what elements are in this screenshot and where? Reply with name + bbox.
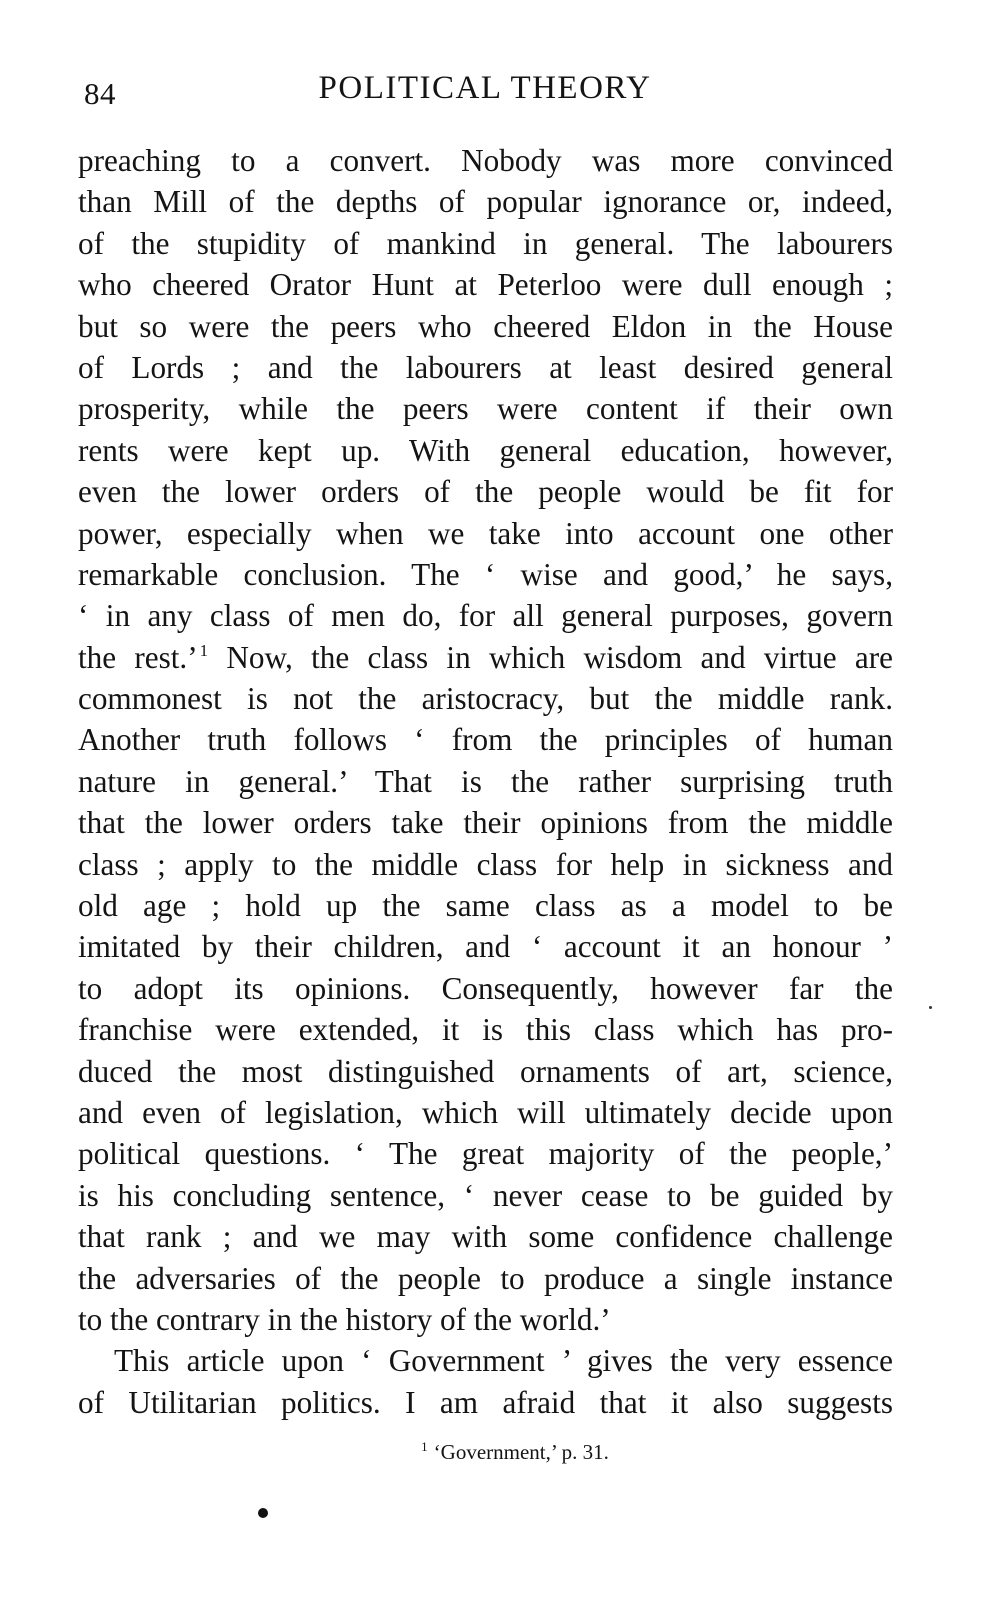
text-line: is his concluding sentence, ‘ never cease to be guided by [78, 1177, 893, 1213]
ink-dot-mark [258, 1508, 268, 1518]
text-line: but so were the peers who cheered Eldon in the House [78, 308, 893, 344]
text-line: class ; apply to the middle class for help in sickness and [78, 846, 893, 882]
text-line: franchise were extended, it is this class which has pro- [78, 1012, 893, 1048]
text-line: than Mill of the depths of popular ignorance or, indeed, [78, 184, 893, 220]
page-number: 84 [84, 76, 116, 111]
text-line: duced the most distinguished ornaments of art, science, [78, 1053, 893, 1089]
text-line-with-footnote-ref [78, 637, 893, 678]
footnote-marker: 1 [421, 1439, 428, 1454]
text-line: imitated by their children, and ‘ account it an honour ’ [78, 929, 893, 965]
running-head: POLITICAL THEORY [318, 70, 652, 106]
text-line-start: the rest.’ [78, 639, 198, 675]
text-line: nature in general.’ That is the rather surprising truth [78, 763, 893, 799]
text-line: rents were kept up. With general education, however, [78, 432, 893, 468]
print-speck [929, 1006, 932, 1009]
text-line: ‘ in any class of men do, for all general purposes, govern [78, 598, 893, 634]
text-line: Another truth follows ‘ from the principles of human [78, 722, 893, 758]
text-line: of Lords ; and the labourers at least desired general [78, 349, 893, 385]
footnote-reference: 1 [199, 640, 209, 660]
paragraph-start-line: This article upon ‘ Government ’ gives the very essence [114, 1343, 893, 1379]
body-text [78, 140, 893, 1423]
text-line: to adopt its opinions. Consequently, however far the [78, 970, 893, 1006]
page-header [78, 68, 892, 116]
footnote [0, 1440, 1000, 1465]
text-line: even the lower orders of the people would be fit for [78, 474, 893, 510]
text-line: prosperity, while the peers were content if their own [78, 391, 893, 427]
text-line: that rank ; and we may with some confidence challenge [78, 1219, 893, 1255]
text-line: political questions. ‘ The great majority of the people,’ [78, 1136, 893, 1172]
text-line: and even of legislation, which will ultimately decide upon [78, 1094, 893, 1130]
text-line: who cheered Orator Hunt at Peterloo were dull enough ; [78, 267, 893, 303]
text-line: power, especially when we take into account one other [78, 515, 893, 551]
text-line-end: Now, the class in which wisdom and virtue are [226, 639, 893, 675]
footnote-text: ‘Government,’ p. 31. [433, 1440, 609, 1464]
text-line: that the lower orders take their opinions from the middle [78, 805, 893, 841]
text-line: of the stupidity of mankind in general. The labourers [78, 225, 893, 261]
text-line: preaching to a convert. Nobody was more convinced [78, 143, 893, 178]
text-line: to the contrary in the history of the world.’ [78, 1301, 611, 1337]
text-line: the adversaries of the people to produce a single instance [78, 1260, 893, 1296]
text-line: commonest is not the aristocracy, but the middle rank. [78, 681, 893, 717]
text-line: remarkable conclusion. The ‘ wise and good,’ he says, [78, 556, 893, 592]
text-line: of Utilitarian politics. I am afraid that it also suggests [78, 1384, 893, 1420]
text-line: old age ; hold up the same class as a model to be [78, 888, 893, 924]
